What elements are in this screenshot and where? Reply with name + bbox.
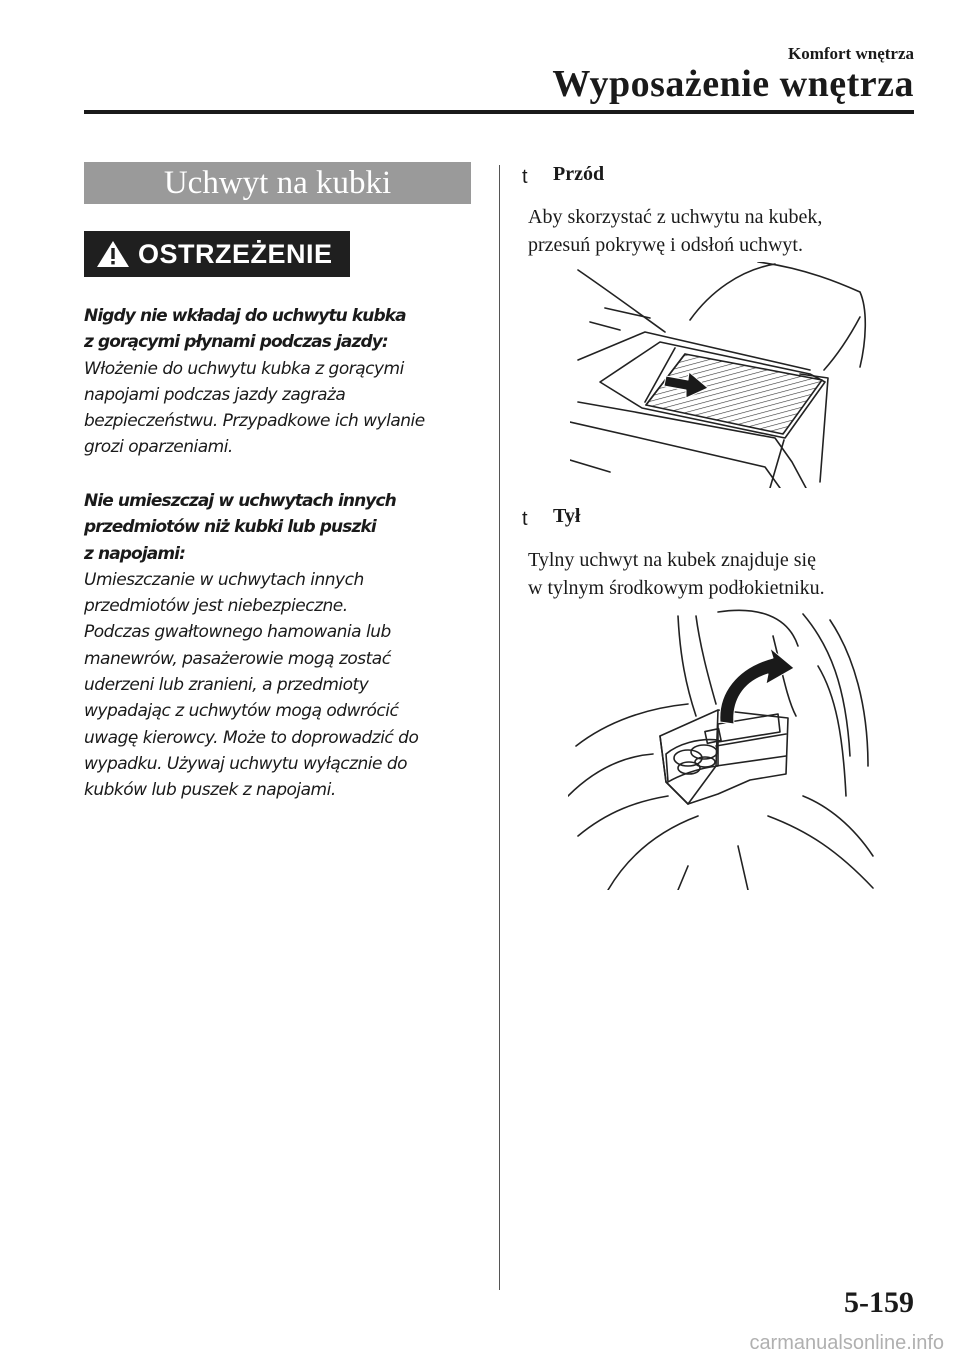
page-title: Uchwyt na kubki	[84, 162, 471, 204]
text-line: Tylny uchwyt na kubek znajduje się	[528, 549, 816, 571]
warning-text-line: grozi oparzeniami.	[84, 437, 233, 458]
footer-watermark: carmanualsonline.info	[749, 1332, 944, 1354]
bullet-marker: t	[522, 166, 528, 188]
warning-text-line: przedmiotów jest niebezpieczne.	[84, 596, 348, 617]
text-line: w tylnym środkowym podłokietniku.	[528, 577, 825, 599]
warning-banner	[84, 231, 350, 277]
warning-text-line: uderzeni lub zranieni, a przedmioty	[84, 675, 369, 696]
text-line: Aby skorzystać z uchwytu na kubek,	[528, 206, 823, 228]
warning-text-line: Umieszczanie w uchwytach innych	[84, 569, 364, 590]
warning-block-hot-liquids	[84, 303, 484, 461]
section-header: Wyposażenie wnętrza	[552, 63, 914, 105]
warning-text-line: kubków lub puszek z napojami.	[84, 780, 336, 801]
warning-heading-line: Nie umieszczaj w uchwytach innych	[84, 491, 396, 511]
warning-text-line: bezpieczeństwu. Przypadkowe ich wylanie	[84, 411, 425, 432]
bullet-marker: t	[522, 508, 528, 530]
warning-heading-line: przedmiotów niż kubki lub puszki	[84, 517, 376, 538]
warning-heading-line: Nigdy nie wkładaj do uchwytu kubka	[84, 306, 406, 326]
rear-armrest-cupholder-illustration	[568, 606, 878, 890]
warning-text-line: Włożenie do uchwytu kubka z gorącymi	[84, 358, 404, 379]
warning-block-other-objects	[84, 488, 484, 804]
warning-heading-line: z napojami:	[84, 543, 185, 564]
front-cupholder-illustration	[570, 262, 870, 488]
rear-heading: Tył	[553, 505, 581, 527]
warning-text-line: manewrów, pasażerowie mogą zostać	[84, 648, 391, 669]
warning-text-line: wypadając z uchwytów mogą odwrócić	[84, 701, 399, 722]
rear-description	[528, 546, 908, 602]
warning-text-line: uwagę kierowcy. Może to doprowadzić do	[84, 727, 419, 748]
header-rule	[84, 110, 914, 114]
column-divider	[499, 165, 500, 1290]
warning-label: OSTRZEŻENIE	[138, 238, 333, 269]
front-description	[528, 203, 908, 259]
warning-icon	[96, 239, 130, 269]
warning-text-line: wypadku. Używaj uchwytu wyłącznie do	[84, 753, 408, 774]
page-number: 5-159	[844, 1286, 914, 1319]
warning-text-line: napojami podczas jazdy zagraża	[84, 384, 346, 405]
front-heading: Przód	[553, 163, 605, 185]
chapter-title: Komfort wnętrza	[787, 44, 914, 63]
warning-text-line: Podczas gwałtownego hamowania lub	[84, 622, 391, 643]
text-line: przesuń pokrywę i odsłoń uchwyt.	[528, 234, 803, 256]
warning-heading-line: z gorącymi płynami podczas jazdy:	[84, 332, 388, 353]
